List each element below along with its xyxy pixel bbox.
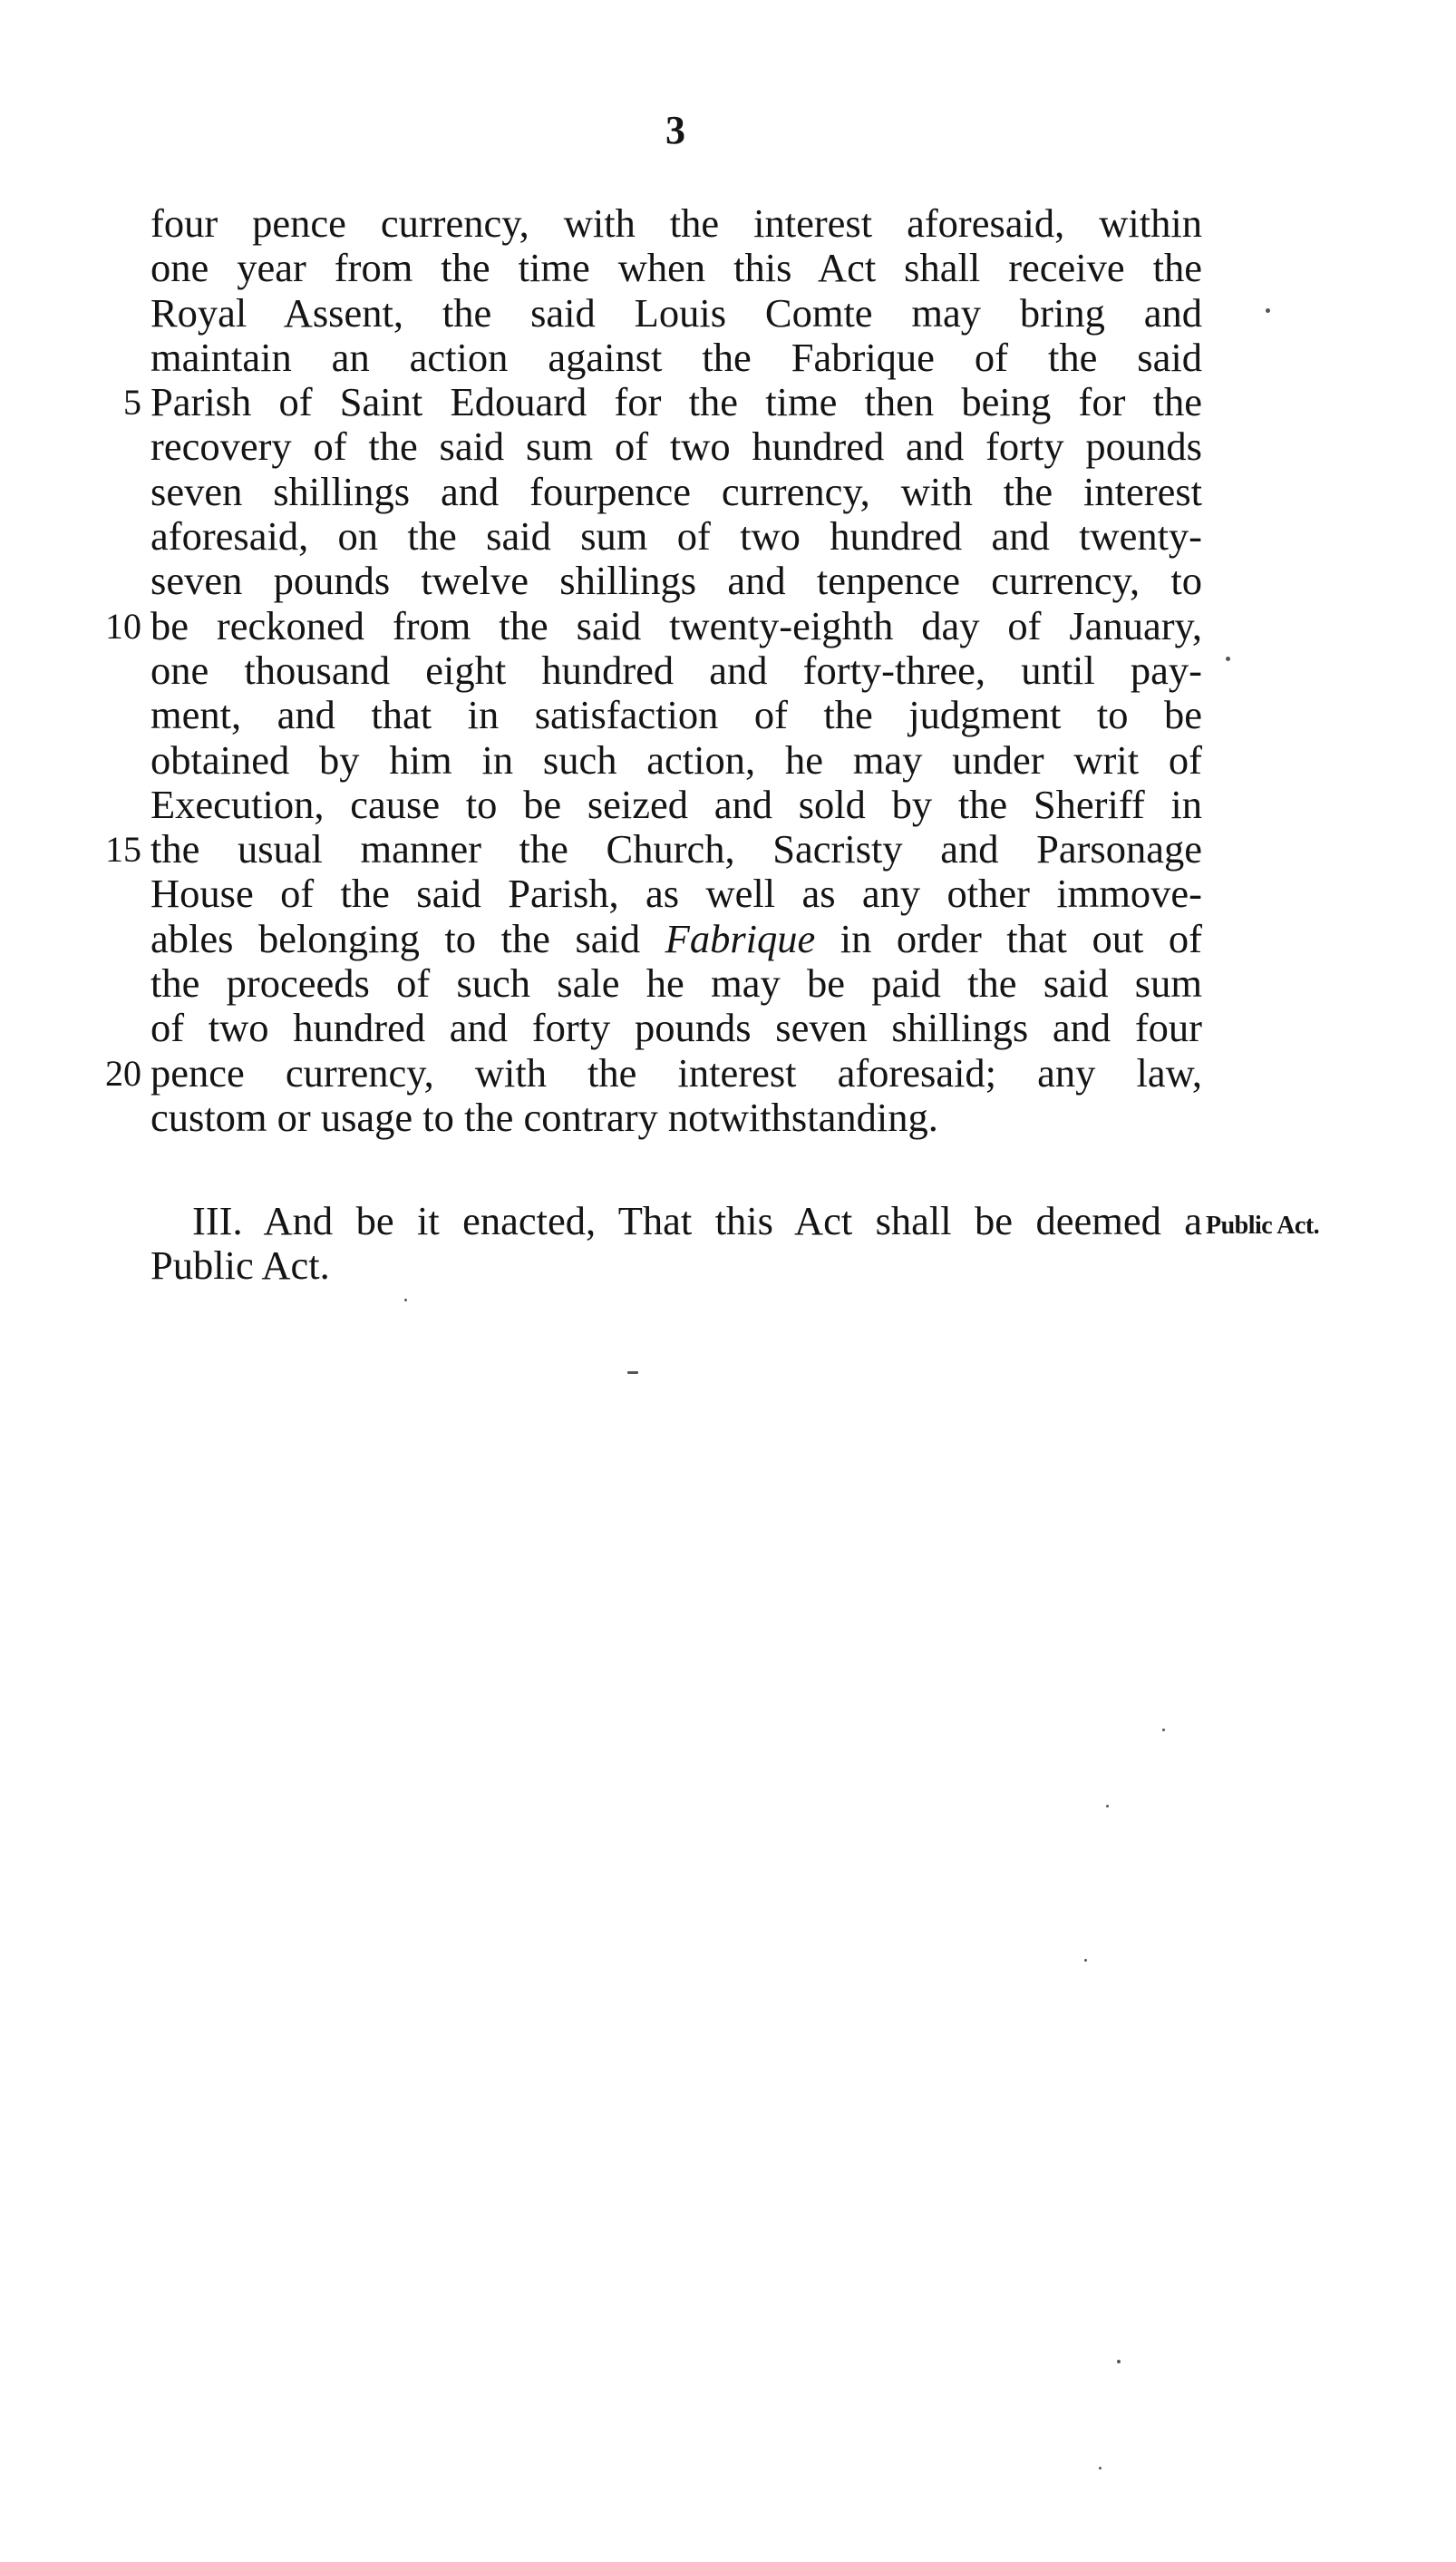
- text-line: [150, 514, 1202, 559]
- text-line: [150, 291, 1202, 336]
- line-text: recovery of the said sum of two hundred and forty pounds: [150, 424, 1202, 470]
- line-number: 5: [123, 382, 141, 424]
- line-text: seven shillings and fourpence currency, with the interest: [150, 468, 1202, 514]
- print-speck: [1117, 2360, 1121, 2363]
- line-text-before: ables belonging to the said: [150, 915, 665, 961]
- line-text: one thousand eight hundred and forty-three, until pay-: [150, 647, 1202, 693]
- text-line: [105, 1049, 1202, 1096]
- line-number: 10: [105, 605, 141, 647]
- print-speck: [1099, 2467, 1102, 2469]
- line-text: Royal Assent, the said Louis Comte may bring and: [150, 289, 1202, 336]
- line-text: four pence currency, with the interest aforesaid, within: [150, 200, 1202, 246]
- line-text-after: in order that out of: [815, 915, 1202, 961]
- line-text: the usual manner the Church, Sacristy and Parsonage: [150, 826, 1202, 872]
- section-three: [150, 1199, 1202, 1289]
- marginal-note: Public Act.: [1206, 1212, 1320, 1240]
- line-text: maintain an action against the Fabrique of the said: [150, 334, 1202, 380]
- text-line: [150, 1006, 1202, 1050]
- print-speck: [404, 1299, 407, 1301]
- text-line: [150, 961, 1202, 1006]
- act-body-text: [105, 200, 1202, 1140]
- text-line: [123, 379, 1202, 425]
- line-text: [150, 917, 1202, 961]
- text-line: [150, 917, 1202, 961]
- text-line: [150, 693, 1202, 737]
- line-text: Parish of Saint Edouard for the time then being for the: [150, 379, 1202, 425]
- print-speck: [1106, 1805, 1109, 1807]
- print-speck: [1226, 657, 1230, 661]
- line-text: of two hundred and forty pounds seven shillings and four: [150, 1005, 1202, 1051]
- text-line: [150, 559, 1202, 603]
- text-line: [150, 1243, 1202, 1288]
- line-number: 15: [105, 829, 141, 871]
- line-text: seven pounds twelve shillings and tenpence currency, to: [150, 558, 1202, 604]
- italic-term: Fabrique: [665, 915, 816, 961]
- text-line: [150, 424, 1202, 469]
- line-text: custom or usage to the contrary notwithstanding.: [150, 1094, 938, 1140]
- text-line: [150, 738, 1202, 783]
- text-line: [150, 872, 1202, 916]
- line-text: aforesaid, on the said sum of two hundred and twenty-: [150, 513, 1202, 560]
- text-line: [150, 201, 1202, 246]
- text-line: [150, 336, 1202, 380]
- print-speck: [627, 1371, 638, 1374]
- line-text: House of the said Parish, as well as any other immove-: [150, 871, 1202, 917]
- line-text: obtained by him in such action, he may under writ of: [150, 736, 1202, 783]
- print-speck: [1266, 308, 1270, 313]
- text-line: [150, 1096, 1202, 1140]
- text-line: [150, 648, 1202, 693]
- print-speck: [1084, 1959, 1087, 1962]
- page-number: 3: [665, 108, 685, 152]
- line-text: be reckoned from the said twenty-eighth day of January,: [150, 602, 1202, 648]
- print-speck: [1162, 1729, 1165, 1731]
- line-text: ment, and that in satisfaction of the judgment to be: [150, 692, 1202, 738]
- line-text: pence currency, with the interest aforesaid; any law,: [150, 1049, 1202, 1096]
- text-line: [150, 246, 1202, 290]
- section-text-line: Public Act.: [150, 1242, 330, 1289]
- line-text: Execution, cause to be seized and sold by the Sheriff in: [150, 781, 1202, 827]
- section-text-line: III. And be it enacted, That this Act shall be deemed a: [192, 1198, 1202, 1243]
- text-line: [105, 826, 1202, 872]
- line-text: one year from the time when this Act shall receive the: [150, 245, 1202, 291]
- line-text: the proceeds of such sale he may be paid the said sum: [150, 960, 1202, 1007]
- line-number: 20: [105, 1052, 141, 1094]
- text-line: [150, 1199, 1202, 1243]
- text-line: [150, 470, 1202, 514]
- text-line: [150, 783, 1202, 827]
- text-line: [105, 602, 1202, 648]
